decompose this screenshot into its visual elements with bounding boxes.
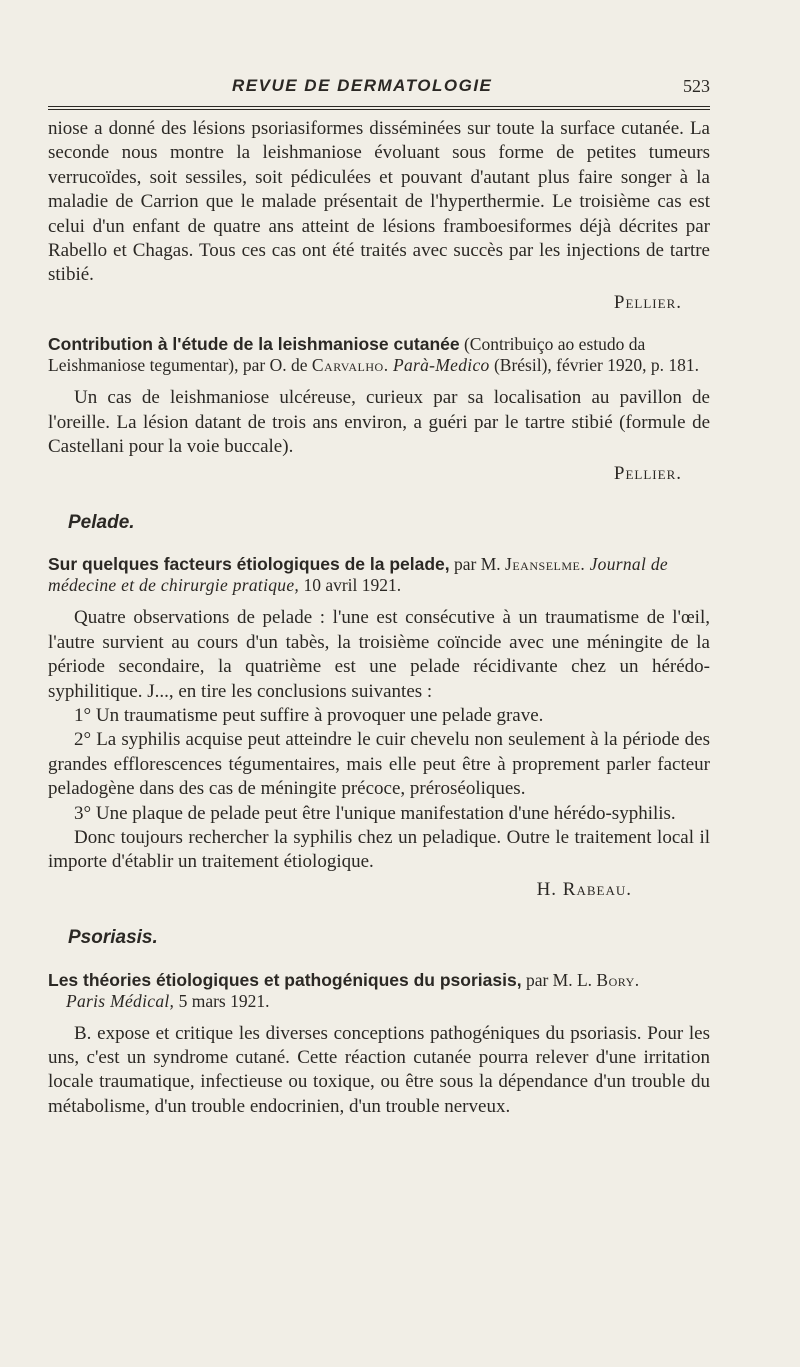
article-psoriasis [48, 970, 710, 1012]
article-leishmaniose [48, 334, 710, 376]
running-title: REVUE DE DERMATOLOGIE [232, 76, 493, 95]
conclusion-1: 1° Un traumatisme peut suffire à provoquer une pelade grave. [74, 704, 544, 726]
signature-initial: H. [536, 878, 558, 900]
article-author: Carvalho. [311, 355, 389, 376]
article-by: par M. L. [525, 969, 593, 990]
article-title: Sur quelques facteurs étiologiques de la pelade, [48, 554, 450, 575]
conclusion-3: 3° Une plaque de pelade peut être l'unique manifestation d'une hérédo-syphilis. [74, 802, 676, 824]
section-heading-psoriasis: Psoriasis. [68, 927, 158, 949]
article-author: Jeanselme. [505, 554, 586, 575]
conclusion-2: 2° La syphilis acquise peut atteindre le cuir chevelu non seulement à la période des grandes efflorescences tégumentaires, mais elle peut être à proprement parler facteur peladogène dans des cas de méningite précoce, préroséoliques. [48, 729, 710, 800]
article-journal: Journal de médecine et de chirurgie pratique, [48, 554, 668, 596]
article-journal: Parà-Medico [392, 355, 490, 376]
page-number: 523 [683, 76, 710, 96]
article-body: B. expose et critique les diverses conceptions pathogéniques du psoriasis. Pour les uns, c'est un syndrome cutané. Cette réaction cutanée pourra relever d'une irritation locale traumatique, infectieuse ou toxique, ou être sous la dépendance d'un trouble du métabolisme, d'un trouble endocrinien, d'un trouble nerveux. [48, 1022, 710, 1117]
article-source [48, 991, 710, 1012]
article-journal: Paris Médical, [66, 990, 175, 1011]
page-header [48, 70, 710, 110]
article-signature: Pellier. [613, 463, 682, 485]
article-date: 10 avril 1921. [303, 575, 402, 596]
intro-paragraph: niose a donné des lésions psoriasiformes disséminées sur toute la surface cutanée. La seconde nous montre la leishmaniose évoluant sous forme de petites tumeurs verrucoïdes, soit sessiles, soit pédiculées et pouvant d'autant plus faire songer à la maladie de Carrion que le malade présentait de l'hyperthermie. Le troisième cas est celui d'un enfant de quatre ans atteint de lésions framboesiformes déjà décrites par Rabello et Chagas. Tous ces cas ont été traités avec succès par les injections de tartre stibié. [48, 118, 710, 286]
section-heading-pelade: Pelade. [68, 511, 135, 533]
article-ref-details: (Brésil), février 1920, p. 181. [493, 355, 700, 376]
page-body [48, 117, 710, 1119]
article-by: par M. [454, 554, 501, 575]
article-author: Bory. [596, 969, 640, 990]
article-closing: Donc toujours rechercher la syphilis chez un peladique. Outre le traitement local il importe d'établir un traitement étiologique. [48, 826, 710, 873]
article-title: Contribution à l'étude de la leishmaniose cutanée [48, 334, 460, 355]
article-pelade [48, 554, 710, 596]
header-rule-lower [48, 109, 710, 110]
article-body: Quatre observations de pelade : l'une est consécutive à un traumatisme de l'œil, l'autre survient au cours d'un tabès, la troisième coïncide avec une méningite de la période secondaire, la quatrième est une pelade récidivante chez un hérédo-syphilitique. J..., en tire les conclusions suivantes : [48, 607, 710, 702]
article-signature [48, 878, 710, 902]
article-ref-original: (Contribuiço ao estudo da Leishmaniose tegumentar), par O. de [48, 334, 646, 376]
article-title: Les théories étiologiques et pathogéniques du psoriasis, [48, 969, 522, 990]
article-date: 5 mars 1921. [178, 990, 270, 1011]
signature-name: Rabeau. [562, 878, 632, 900]
intro-signature: Pellier. [613, 291, 682, 313]
article-body: Un cas de leishmaniose ulcéreuse, curieux par sa localisation au pavillon de l'oreille. La lésion datant de trois ans environ, a guéri par le tartre stibié (formule de Castellani pour la voie buccale). [48, 387, 710, 458]
header-rule [48, 106, 710, 107]
